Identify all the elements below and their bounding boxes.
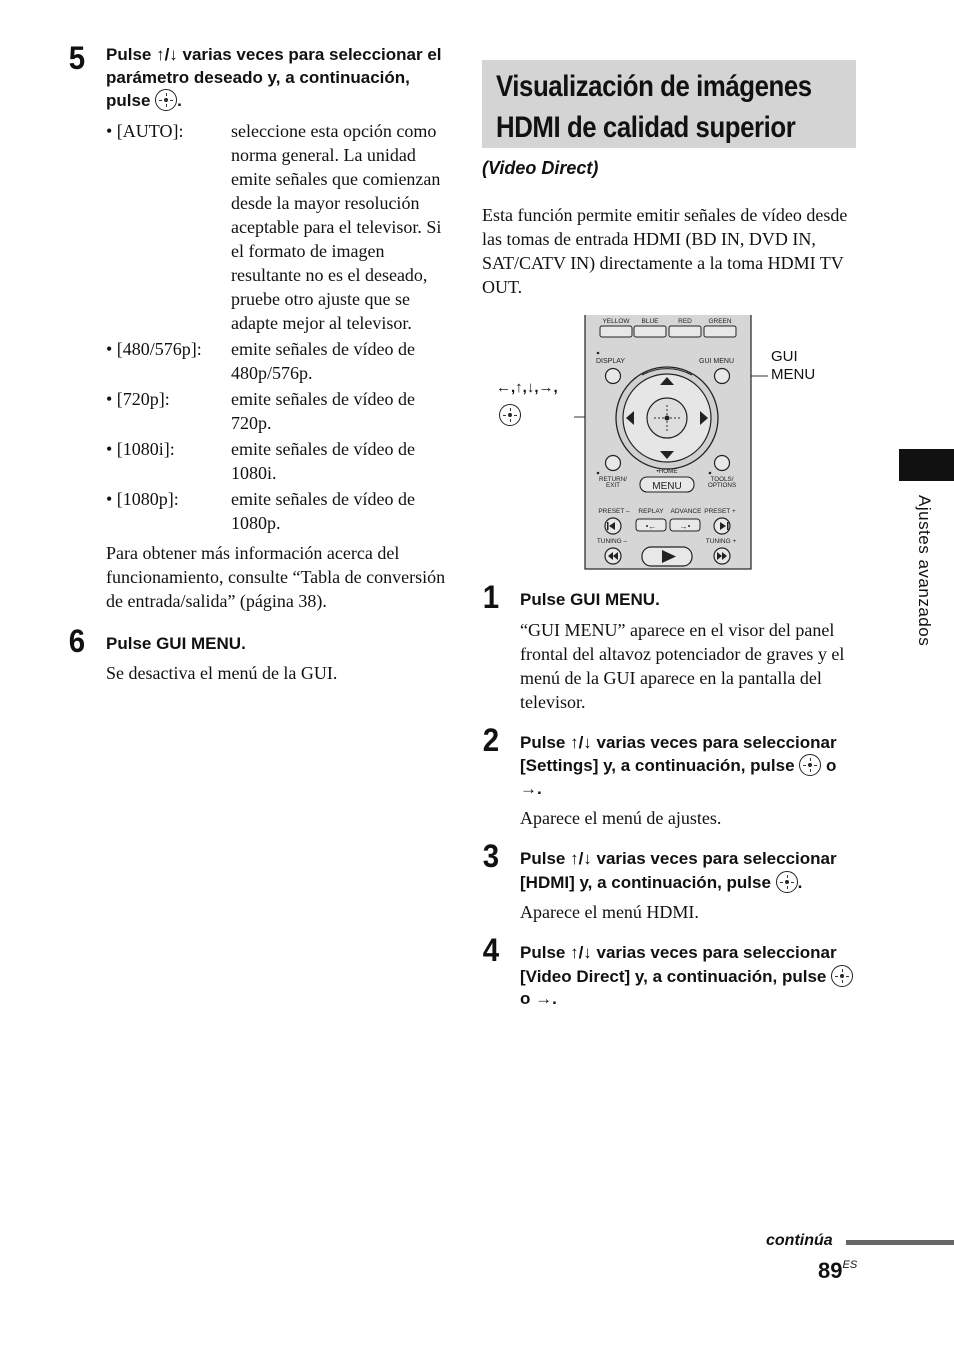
step-title bbox=[520, 726, 862, 801]
section-tab-label: Ajustes avanzados bbox=[915, 495, 934, 647]
step-title-end: o →. bbox=[520, 756, 837, 798]
procedure-steps bbox=[482, 579, 862, 1011]
section-title-line-1: Visualización de imágenes bbox=[496, 70, 812, 103]
green-label: GREEN bbox=[708, 318, 732, 325]
page-language: ES bbox=[842, 1259, 858, 1271]
step-4 bbox=[482, 932, 862, 1011]
exit-label: EXIT bbox=[606, 482, 620, 489]
step-title bbox=[520, 936, 862, 1011]
continues-label: continúa bbox=[766, 1232, 833, 1249]
svg-text:→•: →• bbox=[679, 522, 691, 531]
gui-label-line-2: MENU bbox=[771, 366, 816, 383]
section-banner bbox=[482, 60, 856, 148]
yellow-label: YELLOW bbox=[602, 318, 630, 325]
step-body: Aparece el menú HDMI. bbox=[520, 902, 699, 922]
step-number: 3 bbox=[482, 838, 500, 874]
directional-pad bbox=[616, 367, 718, 469]
step-number: 1 bbox=[482, 579, 500, 615]
preset-plus-label: PRESET + bbox=[704, 508, 736, 515]
options-label: OPTIONS bbox=[707, 482, 737, 489]
step-title bbox=[520, 842, 862, 894]
step-note: Para obtener más información acerca del funcionamiento, consulte “Tabla de conversión de entrada/salida” (página 38). bbox=[106, 542, 446, 611]
page-number-value: 89 bbox=[818, 1258, 843, 1283]
tuning-plus-label: TUNING + bbox=[705, 538, 737, 545]
option-list bbox=[106, 119, 448, 535]
option-item bbox=[106, 487, 448, 535]
step-3 bbox=[482, 838, 862, 924]
step-6 bbox=[68, 622, 448, 686]
step-number: 2 bbox=[482, 721, 500, 758]
step-title-text: Pulse ↑/↓ varias veces para seleccionar el parámetro deseado y, a continuación, pulse bbox=[106, 45, 442, 110]
intro-paragraph: Esta función permite emitir señales de vídeo desde las tomas de entrada HDMI (BD IN, DVD IN, SAT/CATV IN) directamente a la toma HDMI TV OUT. bbox=[482, 205, 848, 297]
option-value: emite señales de vídeo de 480p/576p. bbox=[231, 338, 415, 383]
step-title-end: . bbox=[797, 872, 803, 892]
remote-control-illustration bbox=[482, 315, 862, 577]
continues-bar bbox=[846, 1240, 954, 1245]
step-title bbox=[106, 44, 448, 113]
option-value: seleccione esta opción como norma general. La unidad emite señales que comienzan desde la mayor resolución aceptable para el televisor. Si el formato de imagen resultante no es el deseado, pruebe otro ajuste que se adapte mejor al televisor. bbox=[231, 120, 442, 333]
red-label: RED bbox=[678, 318, 692, 325]
option-value: emite señales de vídeo de 1080i. bbox=[231, 438, 415, 483]
step-body: “GUI MENU” aparece en el visor del panel frontal del altavoz potenciador de graves y el menú de la GUI aparece en la pantalla del televisor. bbox=[520, 619, 845, 712]
option-key: • [1080p]: bbox=[106, 488, 179, 509]
svg-text:•←: •← bbox=[645, 522, 657, 531]
arrow-keys-label: ←,↑,↓,→, bbox=[496, 379, 558, 396]
step-2 bbox=[482, 721, 862, 831]
step-title-text: Pulse ↑/↓ varias veces para seleccionar [Settings] y, a continuación, pulse bbox=[520, 732, 837, 775]
option-item bbox=[106, 437, 448, 485]
advance-label: ADVANCE bbox=[670, 508, 702, 515]
section-subtitle: (Video Direct) bbox=[482, 158, 599, 178]
menu-button-label: MENU bbox=[652, 481, 682, 492]
option-key: • [720p]: bbox=[106, 388, 170, 409]
replay-label: REPLAY bbox=[638, 508, 664, 515]
step-title-text: Pulse ↑/↓ varias veces para seleccionar [HDMI] y, a continuación, pulse bbox=[520, 849, 837, 892]
preset-minus-label: PRESET – bbox=[598, 508, 630, 515]
option-item bbox=[106, 387, 448, 435]
gui-menu-button-label: GUI MENU bbox=[699, 358, 734, 365]
right-column bbox=[482, 60, 862, 1023]
home-label: •HOME bbox=[656, 468, 678, 475]
step-5 bbox=[68, 40, 448, 613]
gui-label-line-1: GUI bbox=[771, 348, 798, 365]
display-label: DISPLAY bbox=[596, 358, 626, 365]
step-number: 6 bbox=[68, 622, 86, 659]
remote-figure bbox=[482, 315, 862, 577]
step-title-end: o →. bbox=[520, 989, 557, 1008]
option-key: • [AUTO]: bbox=[106, 120, 184, 141]
step-body: Aparece el menú de ajustes. bbox=[520, 808, 722, 828]
step-title-text: Pulse ↑/↓ varias veces para seleccionar [Video Direct] y, a continuación, pulse bbox=[520, 943, 837, 986]
enter-button-icon bbox=[831, 965, 853, 987]
left-column bbox=[68, 40, 448, 685]
option-value: emite señales de vídeo de 1080p. bbox=[231, 488, 415, 533]
step-title-end: . bbox=[177, 91, 182, 110]
option-item bbox=[106, 119, 448, 335]
section-title-line-2: HDMI de calidad superior bbox=[496, 111, 796, 144]
option-key: • [1080i]: bbox=[106, 438, 175, 459]
step-1 bbox=[482, 579, 862, 714]
return-label: RETURN/ bbox=[599, 476, 627, 483]
step-title: Pulse GUI MENU. bbox=[520, 590, 660, 609]
tools-label: TOOLS/ bbox=[710, 476, 734, 483]
page-number bbox=[818, 1258, 857, 1284]
step-title: Pulse GUI MENU. bbox=[106, 633, 246, 653]
enter-button-icon bbox=[799, 754, 821, 776]
enter-button-icon bbox=[155, 89, 177, 111]
enter-button-icon bbox=[776, 871, 798, 893]
step-number: 4 bbox=[482, 932, 500, 968]
blue-label: BLUE bbox=[641, 318, 659, 325]
option-value: emite señales de vídeo de 720p. bbox=[231, 388, 415, 433]
option-item bbox=[106, 337, 448, 385]
tuning-minus-label: TUNING – bbox=[596, 538, 628, 545]
step-number: 5 bbox=[68, 40, 86, 76]
step-body: Se desactiva el menú de la GUI. bbox=[106, 663, 338, 683]
option-key: • [480/576p]: bbox=[106, 338, 202, 359]
section-tab-marker bbox=[899, 449, 954, 481]
